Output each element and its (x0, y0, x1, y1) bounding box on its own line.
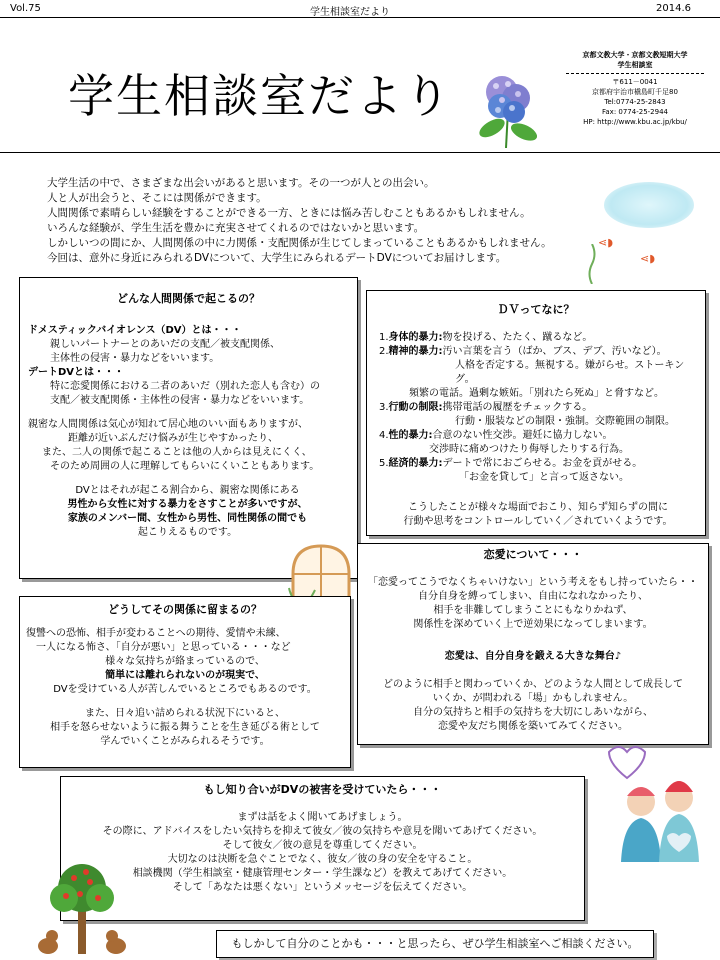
term-dv: ドメスティックバイオレンス（DV）とは・・・ (28, 325, 242, 336)
intro-line: 大学生活の中で、さまざまな出会いがあると思います。その一つが人との出会い。 (47, 177, 435, 189)
text-line: 自分の気持ちと相手の気持ちを大切にしあいながら、 (413, 707, 653, 718)
text-line: 主体性の侵害・暴力などをいいます。 (50, 353, 220, 364)
text-line: そして「あなたは悪くない」というメッセージを伝えてください。 (172, 882, 473, 893)
text-line: どのように相手と関わっていくか、どのような人間として成長して (383, 679, 683, 690)
text-line: そのため周囲の人に理解してもらいにくいこともあります。 (50, 461, 320, 472)
text-line: 特に恋愛関係における二者のあいだ（別れた恋人も含む）の (50, 381, 320, 392)
item-number: 5. (379, 458, 389, 469)
org-name: 京都文教大学・京都文教短期大学 (582, 51, 688, 59)
text-line: また、日々追い詰められる状況下にいると、 (85, 708, 285, 719)
item-text: 汚い言葉を言う（ばか、ブス、デブ、汚いなど）。 (442, 346, 667, 357)
intro-line: 今回は、意外に身近にみられるDVについて、大学生にみられるデートDVについてお届けします。 (47, 252, 507, 264)
item-text: 行動・服装などの制限・強制。交際範囲の制限。 (455, 416, 675, 427)
text-line: 復讐への恐怖、相手が変わることへの期待、愛情や未練、 (26, 628, 286, 639)
item-number: 3. (379, 402, 389, 413)
footer-consult-note: もしかして自分のことかも・・・と思ったら、ぜひ学生相談室へご相談ください。 (216, 930, 654, 958)
item-text: 「お金を貸して」と言って返さない。 (459, 472, 629, 483)
text-line: 自分自身を縛ってしまい、自由になれなかったり、 (418, 591, 648, 602)
couple-illustration (597, 744, 715, 862)
intro-line: 人と人が出会うと、そこには関係ができます。 (47, 192, 267, 204)
text-line: 家族のメンバー間、女性から男性、同性関係の間でも (67, 513, 308, 524)
item-label: 行動の制限: (388, 402, 443, 413)
org-fax: Fax: 0774-25-2944 (602, 108, 668, 116)
text-line: 相談機関（学生相談室・健康管理センター・学生課など）を教えてあげてください。 (132, 868, 513, 879)
item-number: 2. (379, 346, 389, 357)
box-if-acquaintance (60, 776, 585, 921)
org-address: 京都府宇治市槇島町千足80 (592, 88, 678, 96)
text-line: また、二人の関係で起こることは他の人からは見えにくく、 (42, 447, 312, 458)
text-line: 恋愛は、自分自身を鍛える大きな舞台♪ (444, 651, 622, 662)
item-text: 携帯電話の履歴をチェックする。 (442, 402, 593, 413)
page-title: 学生相談室だより (68, 69, 452, 123)
text-line: 簡単には離れられないのが現実で、 (105, 670, 265, 681)
item-text: 物を投げる、たたく、蹴るなど。 (442, 332, 593, 343)
box-title: どうしてその関係に留まるの？ (108, 603, 262, 616)
org-homepage[interactable]: HP: http://www.kbu.ac.jp/kbu/ (583, 118, 687, 126)
item-label: 身体的暴力: (388, 332, 443, 343)
text-line: そして彼女／彼の意見を尊重してください。 (222, 840, 423, 851)
box-relationships (19, 277, 358, 579)
text-line: 学んでいくことがみられるそうです。 (100, 736, 270, 747)
item-text: デートで常におごらせる。お金を貢がせる。 (442, 458, 643, 469)
org-office: 学生相談室 (617, 61, 653, 69)
text-line: 距離が近いぶんだけ悩みが生じやすかったり、 (68, 433, 278, 444)
text-line: 大切なのは決断を急ぐことでなく、彼女／彼の身の安全を守ること。 (167, 854, 478, 865)
issue-date: 2014.6 (656, 3, 691, 14)
item-text: 人格を否定する。無視する。嫌がらせ。ストーキング。 (455, 360, 685, 385)
volume-number: Vol.75 (10, 3, 41, 14)
text-line: 一人になる怖さ、「自分が悪い」と思っている・・・など (36, 642, 291, 653)
item-label: 精神的暴力: (388, 346, 443, 357)
box-title: ＤＶってなに？ (497, 303, 575, 316)
organization-info (560, 50, 710, 127)
text-line: 関係性を深めていく上で逆効果になってしまいます。 (413, 619, 653, 630)
text-line: こうしたことが様々な場面でおこり、知らず知らずの間に (408, 502, 668, 513)
org-postal: 〒611－0041 (612, 78, 658, 86)
text-line: 支配／被支配関係・主体性の侵害・暴力などをいいます。 (50, 395, 310, 406)
item-text: 交渉時に痛めつけたり侮辱したりする行為。 (429, 444, 629, 455)
box-about-love (357, 543, 709, 745)
intro-line: 人間関係で素晴らしい経験をすることができる一方、ときには悩み苦しむこともあるかもしれません。 (47, 207, 531, 219)
text-line: 相手を非難してしまうことにもなりかねず、 (433, 605, 633, 616)
box-title: 恋愛について・・・ (483, 548, 583, 561)
item-text: 合意のない性交渉。避妊に協力しない。 (432, 430, 613, 441)
text-line: 親しいパートナーとのあいだの支配／被支配関係、 (50, 339, 280, 350)
header-title: 学生相談室だより (310, 7, 390, 18)
text-line: その際に、アドバイスをしたい気持ちを抑えて彼女／彼の気持ちや意見を聞いてあげてください。 (102, 826, 543, 837)
text-line: 男性から女性に対する暴力をさすことが多いですが、 (67, 499, 308, 510)
text-line: DVとはそれが起こる割合から、親密な関係にある (75, 485, 300, 496)
box-why-stay (19, 596, 351, 768)
hydrangea-illustration (472, 70, 544, 150)
intro-line: しかしいつの間にか、人間関係の中に力関係・支配関係が生じてしまっていることもあるかもしれません。 (47, 237, 552, 249)
text-line: いくか、が問われる「場」かもしれません。 (432, 693, 634, 704)
tree-illustration (30, 858, 134, 958)
text-line: 「恋愛ってこうでなくちゃいけない」という考えをもし持っていたら・・ (368, 577, 698, 588)
seaweed-icon (585, 244, 599, 284)
org-tel: Tel:0774-25-2843 (604, 98, 666, 106)
item-label: 経済的暴力: (388, 458, 443, 469)
cloud-illustration (604, 182, 694, 228)
text-line: 恋愛や友だち関係を築いてみてください。 (438, 721, 628, 732)
box-title: どんな人間関係で起こるの？ (117, 292, 260, 305)
item-label: 性的暴力: (388, 430, 433, 441)
item-number: 1. (379, 332, 389, 343)
text-line: まずは話をよく聞いてあげましょう。 (237, 812, 408, 823)
item-text: 頻繁の電話。過剰な嫉妬。「別れたら死ぬ」と脅すなど。 (409, 388, 664, 399)
text-line: DVを受けている人が苦しんでいるところでもあるのです。 (53, 684, 317, 695)
divider (566, 73, 704, 74)
text-line: 起こりえるものです。 (137, 527, 238, 538)
box-what-is-dv (366, 290, 706, 536)
text-line: 親密な人間関係は気心が知れて居心地のいい面もありますが、 (28, 419, 308, 430)
text-line: 行動や思考をコントロールしていく／されていくようです。 (403, 516, 673, 527)
text-line: 様々な気持ちが絡まっているので、 (105, 656, 265, 667)
item-number: 4. (379, 430, 389, 441)
term-date-dv: デートDVとは・・・ (28, 367, 125, 378)
title-rule (0, 152, 720, 153)
intro-text (47, 176, 607, 266)
box-title: もし知り合いがDVの被害を受けていたら・・・ (203, 783, 442, 796)
fish-icon: ⋖◗ (640, 252, 656, 265)
text-line: 相手を怒らせないように振る舞うことを生き延びる術として (50, 722, 320, 733)
intro-line: いろんな経験が、学生生活を豊かに充実させてくれるのではないかと思います。 (47, 222, 425, 234)
fish-icon: ⋖◗ (598, 236, 614, 249)
